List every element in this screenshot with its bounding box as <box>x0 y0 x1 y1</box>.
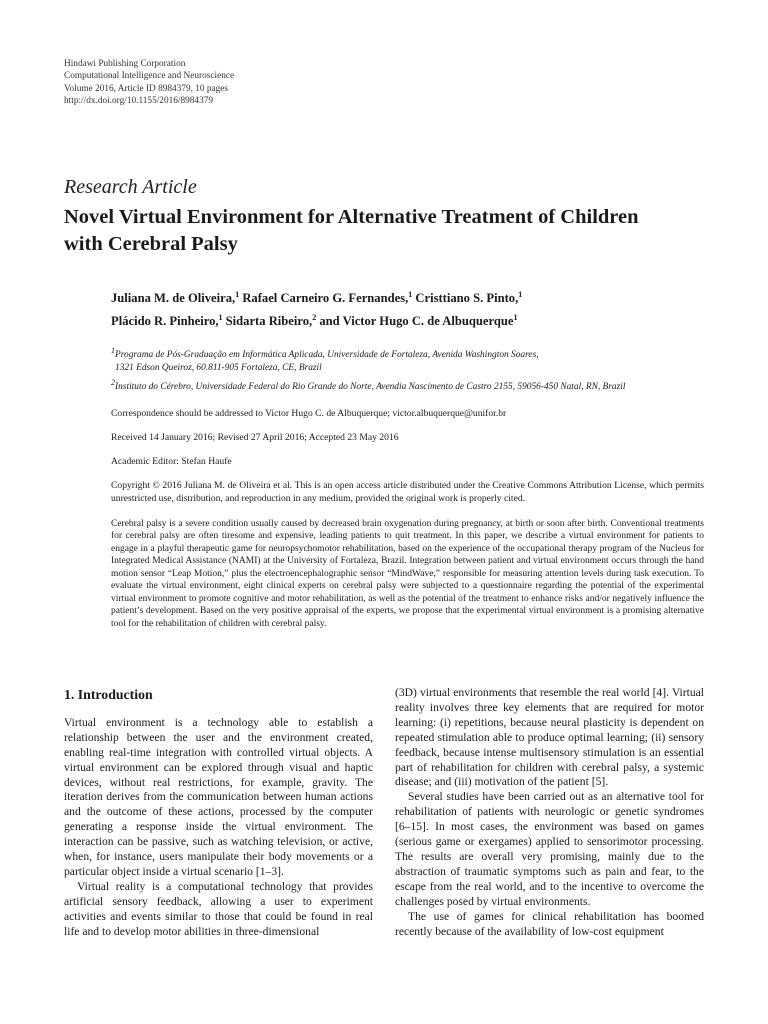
body-columns <box>64 686 704 940</box>
affiliation-2: $^2$Instituto do Cérebro, Universidade Federal do Rio Grande do Norte, Avendia Nascimento de Castro 2155, 59056-450 Natal, RN, Brazil <box>111 377 626 392</box>
author-affil-mark: 2 <box>312 312 317 322</box>
paper-header <box>64 58 704 630</box>
paragraph: Several studies have been carried out as an alternative tool for rehabilitation of patients with neurologic or genetic syndromes [6–15]. In most cases, the environment was based on games (serious game or exergames) applied to sensorimotor processing. The results are overall very promising, mainly due to the abstraction of traumatic symptoms such as pain and fear, to the escape from the real world, and to the incentive to overcome the challenges posed by virtual environments. <box>395 790 704 908</box>
paper-title: Novel Virtual Environment for Alternative Treatment of Children with Cerebral Palsy <box>64 205 639 255</box>
copyright-notice: Copyright © 2016 Juliana M. de Oliveira et al. This is an open access article distributed under the Creative Commons Attribution License, which permits unrestricted use, distribution, and reproduction in any medium, provided the original work is properly cited. <box>111 479 704 504</box>
author-affil-mark: 1 <box>218 312 223 322</box>
paragraph: The use of games for clinical rehabilitation has boomed recently because of the availability of low-cost equipment <box>395 909 704 938</box>
author-line-2 <box>111 308 704 331</box>
author-name: Rafael Carneiro G. Fernandes, <box>239 290 409 305</box>
academic-editor: Academic Editor: Stefan Haufe <box>111 455 232 467</box>
correspondence: Correspondence should be addressed to Victor Hugo C. de Albuquerque; victor.albuquerque@unifor.br <box>111 407 507 419</box>
author-name: and Victor Hugo C. de Albuquerque <box>316 314 514 328</box>
author-name: Juliana M. de Oliveira, <box>111 290 236 305</box>
section-heading: 1. Introduction <box>64 687 153 702</box>
author-affil-mark: 1 <box>235 289 240 299</box>
abstract: Cerebral palsy is a severe condition usually caused by decreased brain oxygenation during pregnancy, at birth or soon after birth. Conventional treatments for cerebral palsy are often tiresome and expensive, leading patients to quit treatment. In this paper, we describe a virtual environment for patients to engage in a playful therapeutic game for neuropsychomotor rehabilitation, based on the experience of the occupational therapy program of the Nucleus for Integrated Medical Assistance (NAMI) at the University of Fortaleza, Brazil. Integration between patient and virtual environment occurs through the hand motion sensor “Leap Motion,” plus the electroencephalographic sensor “MindWave,” responsible for measuring attention levels during task execution. To evaluate the virtual environment, eight clinical experts on cerebral palsy were subjected to a questionnaire regarding the potential of the experimental virtual environment to promote cognitive and motor rehabilitation, as well as the potential of the treatment to enhance risks and/or negatively influence the patient’s development. Based on the very positive appraisal of the experts, we propose that the experimental virtual environment is a promising alternative tool for the rehabilitation of children with cerebral palsy. <box>111 518 704 629</box>
journal-info <box>64 58 704 108</box>
paragraph: Virtual reality is a computational technology that provides artificial sensory feedback, allowing a user to experiment activities and events similar to those that could be found in real life and to develop motor abilities in three-dimensional <box>64 879 373 938</box>
affiliations <box>111 344 704 394</box>
author-name: Cristtiano S. Pinto, <box>412 290 519 305</box>
article-type: Research Article <box>64 175 197 198</box>
affiliation-1-cont: 1321 Edson Queiroz, 60.811-905 Fortaleza, CE, Brazil <box>115 363 322 374</box>
author-affil-mark: 1 <box>518 289 523 299</box>
journal-name: Computational Intelligence and Neuroscience <box>64 71 235 82</box>
author-name: Sidarta Ribeiro, <box>222 314 313 328</box>
author-affil-mark: 1 <box>513 312 518 322</box>
doi-link[interactable]: http://dx.doi.org/10.1155/2016/8984379 <box>64 96 214 107</box>
publisher: Hindawi Publishing Corporation <box>64 59 186 69</box>
dates: Received 14 January 2016; Revised 27 April 2016; Accepted 23 May 2016 <box>111 431 399 443</box>
author-line-1 <box>111 285 704 308</box>
author-affil-mark: 1 <box>408 289 413 299</box>
paragraph: (3D) virtual environments that resemble the real world [4]. Virtual reality involves three key elements that are required for motor learning: (i) repetitions, because neural plasticity is dependent on repeated stimulation able to produce optimal learning; (ii) sensory feedback, because intense multisensory stimulation is an essential part of rehabilitation for children with cerebral palsy, a systemic disease; and (iii) motivation of the patient [5]. <box>395 686 704 789</box>
author-list <box>111 285 704 331</box>
affiliation-1: $^1$Programa de Pós-Graduação em Informática Aplicada, Universidade de Fortaleza, Avenida Washington Soares, <box>111 346 539 361</box>
right-column <box>395 686 704 940</box>
left-column <box>64 686 373 940</box>
author-name: Plácido R. Pinheiro, <box>111 314 219 328</box>
paragraph: Virtual environment is a technology able to establish a relationship between the user and the environment created, enabling real-time integration with controlled virtual objects. A virtual environment can be explored through visual and haptic devices, without real restrictions, for example, gravity. The iteration derives from the communication between human actions and the outcome of these actions, processed by the computer generating a response inside the virtual environment. The interaction can be passive, such as watching television, or active, when, for instance, users manipulate their body movements or a particular object inside a virtual scenario [1–3]. <box>64 715 373 878</box>
volume-info: Volume 2016, Article ID 8984379, 10 pages <box>64 83 229 94</box>
